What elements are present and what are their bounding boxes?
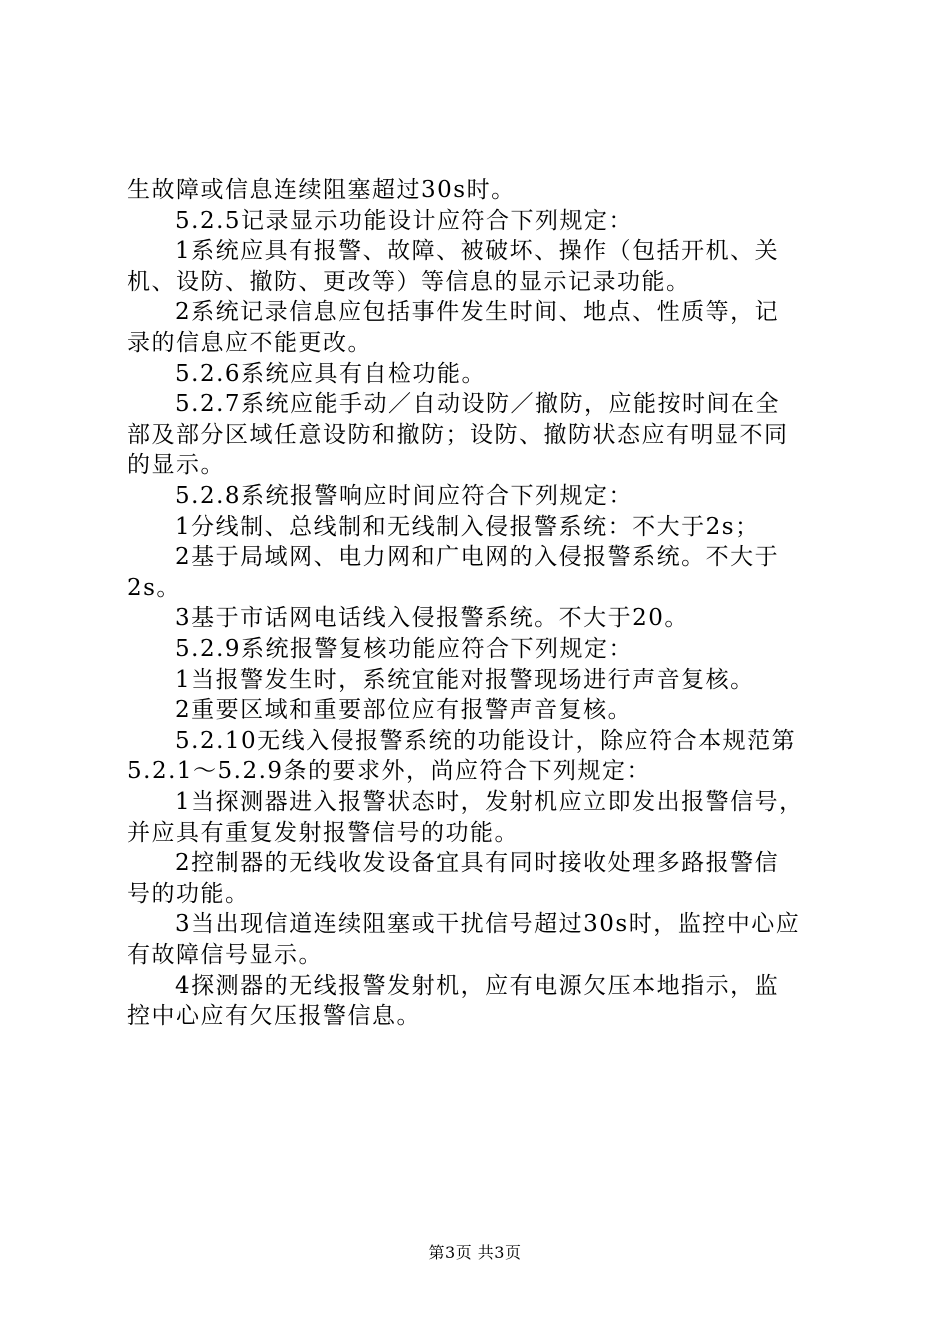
page-footer: 第3页 共3页 bbox=[428, 1243, 522, 1262]
text-line: 部及部分区域任意设防和撤防；设防、撤防状态应有明显不同 bbox=[127, 421, 789, 448]
text-line: 号的功能。 bbox=[127, 880, 250, 907]
text-line: 5.2.6系统应具有自检功能。 bbox=[175, 360, 487, 387]
text-line: 1分线制、总线制和无线制入侵报警系统：不大于2s； bbox=[175, 513, 760, 540]
text-line: 5.2.5记录显示功能设计应符合下列规定： bbox=[175, 207, 634, 234]
text-line: 5.2.1～5.2.9条的要求外，尚应符合下列规定： bbox=[127, 758, 652, 785]
text-line: 1当报警发生时，系统宜能对报警现场进行声音复核。 bbox=[175, 666, 755, 693]
text-line: 的显示。 bbox=[127, 452, 225, 479]
text-line: 控中心应有欠压报警信息。 bbox=[127, 1003, 421, 1030]
text-line: 有故障信号显示。 bbox=[127, 942, 323, 968]
text-line: 机、设防、撤防、更改等）等信息的显示记录功能。 bbox=[127, 268, 691, 295]
text-line: 2系统记录信息应包括事件发生时间、地点、性质等，记 bbox=[175, 299, 780, 326]
text-line: 1系统应具有报警、故障、被破坏、操作（包括开机、关 bbox=[175, 238, 780, 265]
text-line: 5.2.10无线入侵报警系统的功能设计，除应符合本规范第 bbox=[175, 727, 797, 754]
text-line: 5.2.7系统应能手动／自动设防／撤防，应能按时间在全 bbox=[175, 391, 781, 418]
text-line: 生故障或信息连续阻塞超过30s时。 bbox=[127, 177, 516, 203]
text-line: 5.2.8系统报警响应时间应符合下列规定： bbox=[175, 483, 634, 509]
text-line: 4探测器的无线报警发射机，应有电源欠压本地指示，监 bbox=[175, 972, 780, 999]
text-line: 1当探测器进入报警状态时，发射机应立即发出报警信号， bbox=[175, 789, 804, 815]
text-line: 2s。 bbox=[127, 574, 181, 601]
text-line: 3基于市话网电话线入侵报警系统。不大于20。 bbox=[175, 605, 689, 632]
text-line: 3当出现信道连续阻塞或干扰信号超过30s时，监控中心应 bbox=[175, 911, 801, 938]
text-line: 5.2.9系统报警复核功能应符合下列规定： bbox=[175, 636, 634, 662]
text-line: 2控制器的无线收发设备宜具有同时接收处理多路报警信 bbox=[175, 850, 780, 877]
text-line: 2重要区域和重要部位应有报警声音复核。 bbox=[175, 697, 633, 724]
text-line: 录的信息应不能更改。 bbox=[127, 330, 372, 356]
text-line: 并应具有重复发射报警信号的功能。 bbox=[127, 819, 519, 846]
text-line: 2基于局域网、电力网和广电网的入侵报警系统。不大于 bbox=[175, 544, 780, 571]
